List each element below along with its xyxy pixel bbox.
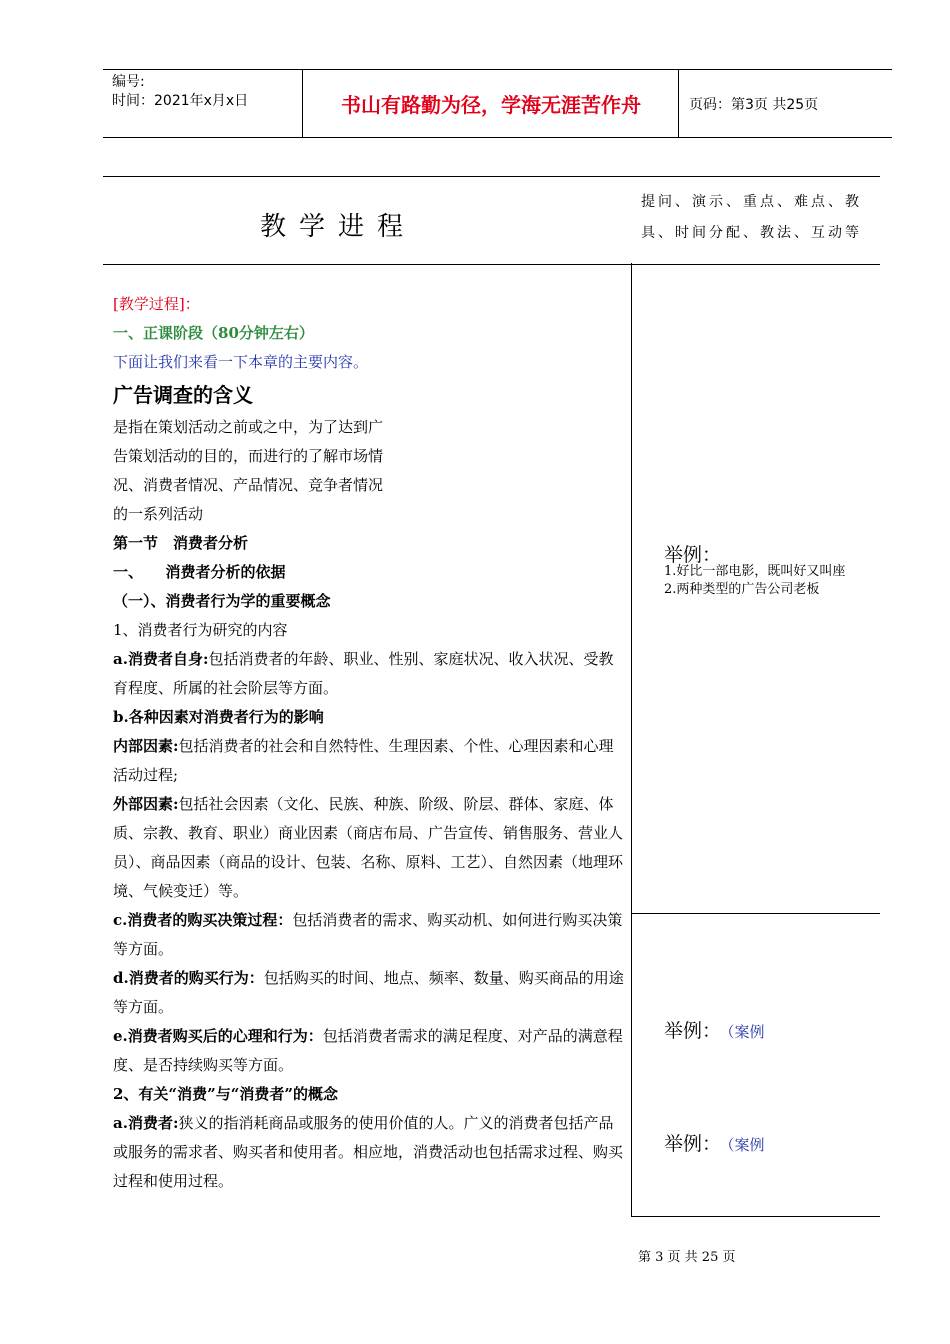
para-b-label: b.各种因素对消费者行为的影响 bbox=[113, 708, 324, 726]
main-content bbox=[113, 290, 625, 1196]
para-e-label: e.消费者购买后的心理和行为： bbox=[113, 1027, 323, 1045]
page-footer: 第 3 页 共 25 页 bbox=[638, 1250, 736, 1265]
para-a-text: 包括消费者的年龄、职业、性别、家庭状况、收入状况、受教育程度、所属的社会阶层等方面。 bbox=[113, 650, 614, 697]
example-label-2: 举例： bbox=[664, 1020, 722, 1042]
para-a2 bbox=[113, 1109, 625, 1196]
time-label: 时间：2021年x月x日 bbox=[112, 93, 249, 109]
definition-line: 是指在策划活动之前或之中，为了达到广 bbox=[113, 418, 384, 436]
para-d-label: d.消费者的购买行为： bbox=[113, 969, 264, 987]
example-label-1: 举例： bbox=[664, 544, 722, 566]
sub1-title: 一、 消费者分析的依据 bbox=[113, 563, 286, 581]
para-inner bbox=[113, 732, 625, 790]
definition bbox=[113, 413, 418, 529]
side-header-line2: 具、时间分配、教法、互动等 bbox=[641, 225, 862, 241]
page-title: 教学进程 bbox=[260, 212, 417, 242]
example-label-3: 举例： bbox=[664, 1133, 722, 1155]
example-list bbox=[664, 563, 845, 599]
definition-line: 况、消费者情况、产品情况、竞争者情况 bbox=[113, 476, 384, 494]
para-e-text: 包括消费者需求的满足程度、对产品的满意程度、是否持续购买等方面。 bbox=[113, 1027, 623, 1074]
column-divider bbox=[631, 263, 632, 1217]
para-a2-text: 狭义的指消耗商品或服务的使用价值的人。广义的消费者包括产品或服务的需求者、购买者和使用者。相应地，消费活动也包括需求过程、购买过程和使用过程。 bbox=[113, 1114, 624, 1190]
para-c-text: 包括消费者的需求、购买动机、如何进行购买决策等方面。 bbox=[113, 911, 623, 958]
section1-title: 第一节 消费者分析 bbox=[113, 534, 249, 552]
para-c bbox=[113, 906, 625, 964]
definition-line: 告策划活动的目的，而进行的了解市场情 bbox=[113, 447, 384, 465]
sub2-title: （一）、消费者行为学的重要概念 bbox=[113, 592, 331, 610]
para-outer bbox=[113, 790, 625, 906]
page-label: 页码：第3页 共25页 bbox=[689, 96, 819, 113]
example-2 bbox=[664, 1016, 765, 1043]
header-meta bbox=[103, 70, 303, 137]
inner-label: 内部因素: bbox=[113, 737, 179, 755]
para-d bbox=[113, 964, 625, 1022]
definition-line: 的一系列活动 bbox=[113, 505, 204, 523]
number-label: 编号: bbox=[112, 74, 145, 90]
item2: 2、有关“消费”与“消费者”的概念 bbox=[113, 1085, 338, 1103]
row-divider-1 bbox=[631, 913, 880, 914]
outer-text: 包括社会因素（文化、民族、种族、阶级、阶层、群体、家庭、体质、宗教、教育、职业）商业因素（商店布局、广告宣传、销售服务、营业人员）、商品因素（商品的设计、包装、名称、原料、工艺）、自然因素（地理环境、气候变迁）等。 bbox=[113, 795, 624, 900]
example-3 bbox=[664, 1129, 765, 1156]
motto: 书山有路勤为径，学海无涯苦作舟 bbox=[304, 70, 679, 137]
para-c-label: c.消费者的购买决策过程： bbox=[113, 911, 293, 929]
case-label-2: （案例 bbox=[727, 1023, 765, 1041]
title-row bbox=[103, 176, 880, 265]
item1: 1、消费者行为研究的内容 bbox=[113, 621, 288, 639]
example-item: 2.两种类型的广告公司老板 bbox=[664, 582, 820, 597]
para-a-label: a.消费者自身: bbox=[113, 650, 209, 668]
para-a2-label: a.消费者: bbox=[113, 1114, 179, 1132]
row-divider-2 bbox=[631, 1216, 880, 1217]
stage-heading: 一、正课阶段（80分钟左右） bbox=[113, 324, 314, 342]
para-d-text: 包括购买的时间、地点、频率、数量、购买商品的用途等方面。 bbox=[113, 969, 624, 1016]
para-e bbox=[113, 1022, 625, 1080]
page-header bbox=[103, 69, 892, 138]
para-a bbox=[113, 645, 625, 703]
outer-label: 外部因素: bbox=[113, 795, 179, 813]
process-label: [教学过程]： bbox=[113, 295, 200, 313]
intro-text: 下面让我们来看一下本章的主要内容。 bbox=[113, 353, 369, 371]
example-item: 1.好比一部电影，既叫好又叫座 bbox=[664, 564, 846, 579]
side-header-line1: 提问、演示、重点、难点、教 bbox=[641, 194, 862, 210]
inner-text: 包括消费者的社会和自然特性、生理因素、个性、心理因素和心理活动过程; bbox=[113, 737, 614, 784]
side-column-header bbox=[641, 187, 877, 249]
case-label-3: （案例 bbox=[727, 1136, 765, 1154]
section-heading: 广告调查的含义 bbox=[113, 383, 253, 407]
